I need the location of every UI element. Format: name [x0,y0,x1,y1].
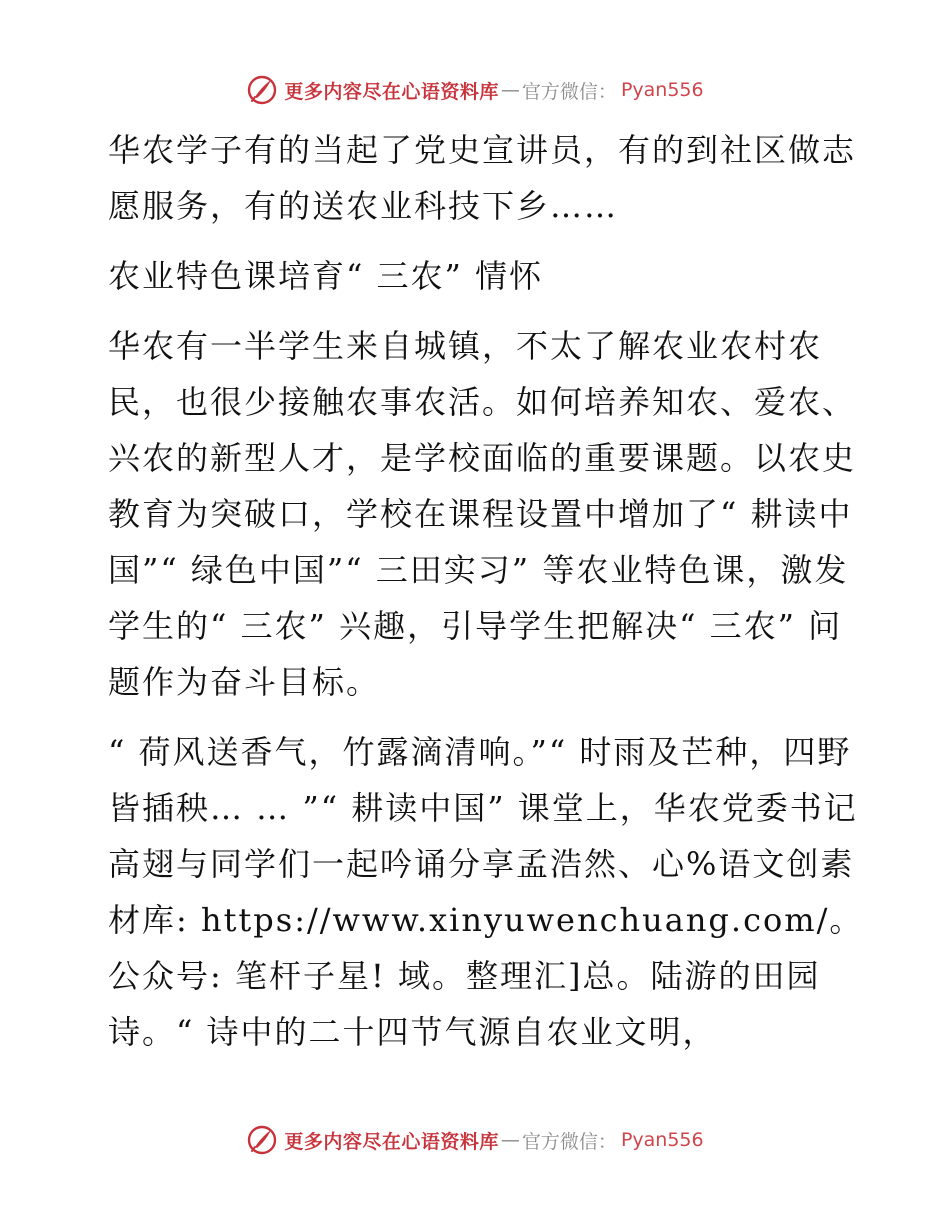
quill-pen-logo-icon [246,74,278,106]
header-banner [0,70,950,110]
paragraph-curriculum: 华农有一半学生来自城镇，不太了解农业农村农民，也很少接触农事农活。如何培养知农、爱农、兴农的新型人才，是学校面临的重要课题。以农史教育为突破口，学校在课程设置中增加了“ 耕读中国”“ 绿色中国”“ 三田实习” 等农业特色课，激发学生的“ 三农” 兴趣，引导学生把解决“ 三农” 问题作为奋斗目标。 [108,327,857,701]
banner-wechat-label: 官方微信： [521,1130,617,1153]
footer-banner [0,1120,950,1160]
quill-pen-logo-icon [246,1124,278,1156]
banner-wechat-label: 官方微信： [521,80,617,103]
banner-brand-text: 更多内容尽在心语资料库 [284,80,499,103]
banner-separator: — [500,79,520,101]
banner-brand-text: 更多内容尽在心语资料库 [284,1130,499,1153]
banner-separator: — [500,1129,520,1151]
banner-wechat-account: Pyan556 [620,1129,704,1151]
document-body [96,122,866,1074]
section-heading: 农业特色课培育“ 三农” 情怀 [108,257,544,295]
banner-wechat-account: Pyan556 [620,79,704,101]
paragraph-poetry-class: “ 荷风送香气，竹露滴清响。”“ 时雨及芒种，四野皆插秧… … ”“ 耕读中国” 课堂上，华农党委书记高翅与同学们一起吟诵分享孟浩然、心%语文创素材库: https://www.xinyuwenchuang.com/。公众号: 笔杆子星! 域。整理汇]总。陆游的田园诗。“ 诗中的二十四节气源自农业文明， [108,733,864,1051]
paragraph-intro: 华农学子有的当起了党史宣讲员，有的到社区做志愿服务，有的送农业科技下乡…… [108,131,857,225]
